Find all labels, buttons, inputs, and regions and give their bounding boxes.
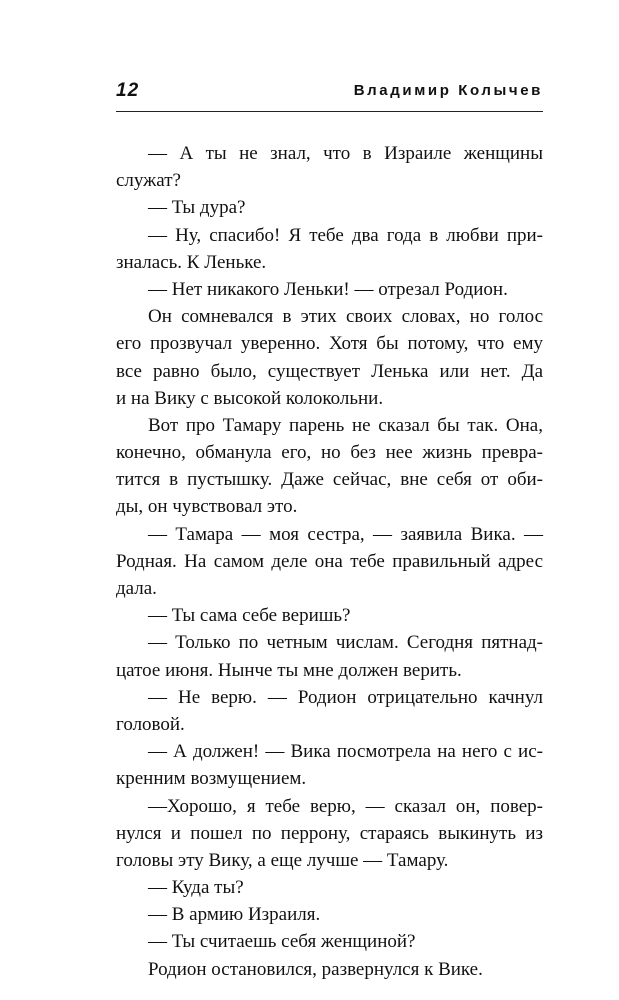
text-line: — А ты не знал, что в Израиле женщины <box>148 143 543 164</box>
text-line: — Тамара — моя сестра, — заявила Вика. — <box>148 523 543 545</box>
text-line: — Нет никакого Леньки! — отрезал Родион. <box>148 278 508 300</box>
text-line: Родная. На самом деле она тебе правильный адрес <box>116 550 543 572</box>
text-line: — Не верю. — Родион отрицательно качнул <box>148 686 543 708</box>
text-line: Он сомневался в этих своих словах, но голос <box>148 306 543 328</box>
text-line: — Ты сама себе веришь? <box>148 605 351 627</box>
text-line: зналась. К Леньке. <box>116 251 267 273</box>
text-line: — Только по четным числам. Сегодня пятнад- <box>148 632 543 654</box>
header-rule <box>116 111 543 112</box>
running-head-author: Владимир Колычев <box>353 82 543 99</box>
text-line: — А должен! — Вика посмотрела на него с ис- <box>148 741 543 763</box>
text-line: ды, он чувствовал это. <box>116 496 298 518</box>
text-line: нулся и пошел по перрону, стараясь выкинуть из <box>116 822 543 844</box>
text-line: Родион остановился, развернулся к Вике. <box>148 958 483 980</box>
text-line: —Хорошо, я тебе верю, — сказал он, повер- <box>148 795 543 817</box>
text-line: головой. <box>116 713 185 735</box>
text-line: — Ну, спасибо! Я тебе два года в любви при- <box>148 224 543 246</box>
page-header <box>116 80 543 104</box>
text-line: дала. <box>116 578 157 599</box>
text-line: — В армию Израиля. <box>148 904 321 926</box>
text-line: тится в пустышку. Даже сейчас, вне себя от оби- <box>116 469 543 491</box>
text-line: — Ты дура? <box>148 197 246 219</box>
text-line: Вот про Тамару парень не сказал бы так. Она, <box>148 414 543 436</box>
page-number: 12 <box>116 80 140 101</box>
text-line: — Ты считаешь себя женщиной? <box>148 931 416 953</box>
text-line: головы эту Вику, а еще лучше — Тамару. <box>116 849 449 871</box>
text-line: все равно было, существует Ленька или нет. Да <box>116 360 543 382</box>
text-line: конечно, обманула его, но без нее жизнь превра- <box>116 442 543 464</box>
text-line: кренним возмущением. <box>116 768 307 790</box>
text-line: его прозвучал уверенно. Хотя бы потому, что ему <box>116 333 543 355</box>
text-line: — Куда ты? <box>148 877 244 899</box>
text-line: и на Вику с высокой колокольни. <box>116 387 384 409</box>
text-line: служат? <box>116 170 181 192</box>
body-text <box>116 140 543 983</box>
text-line: цатое июня. Нынче ты мне должен верить. <box>116 659 462 681</box>
